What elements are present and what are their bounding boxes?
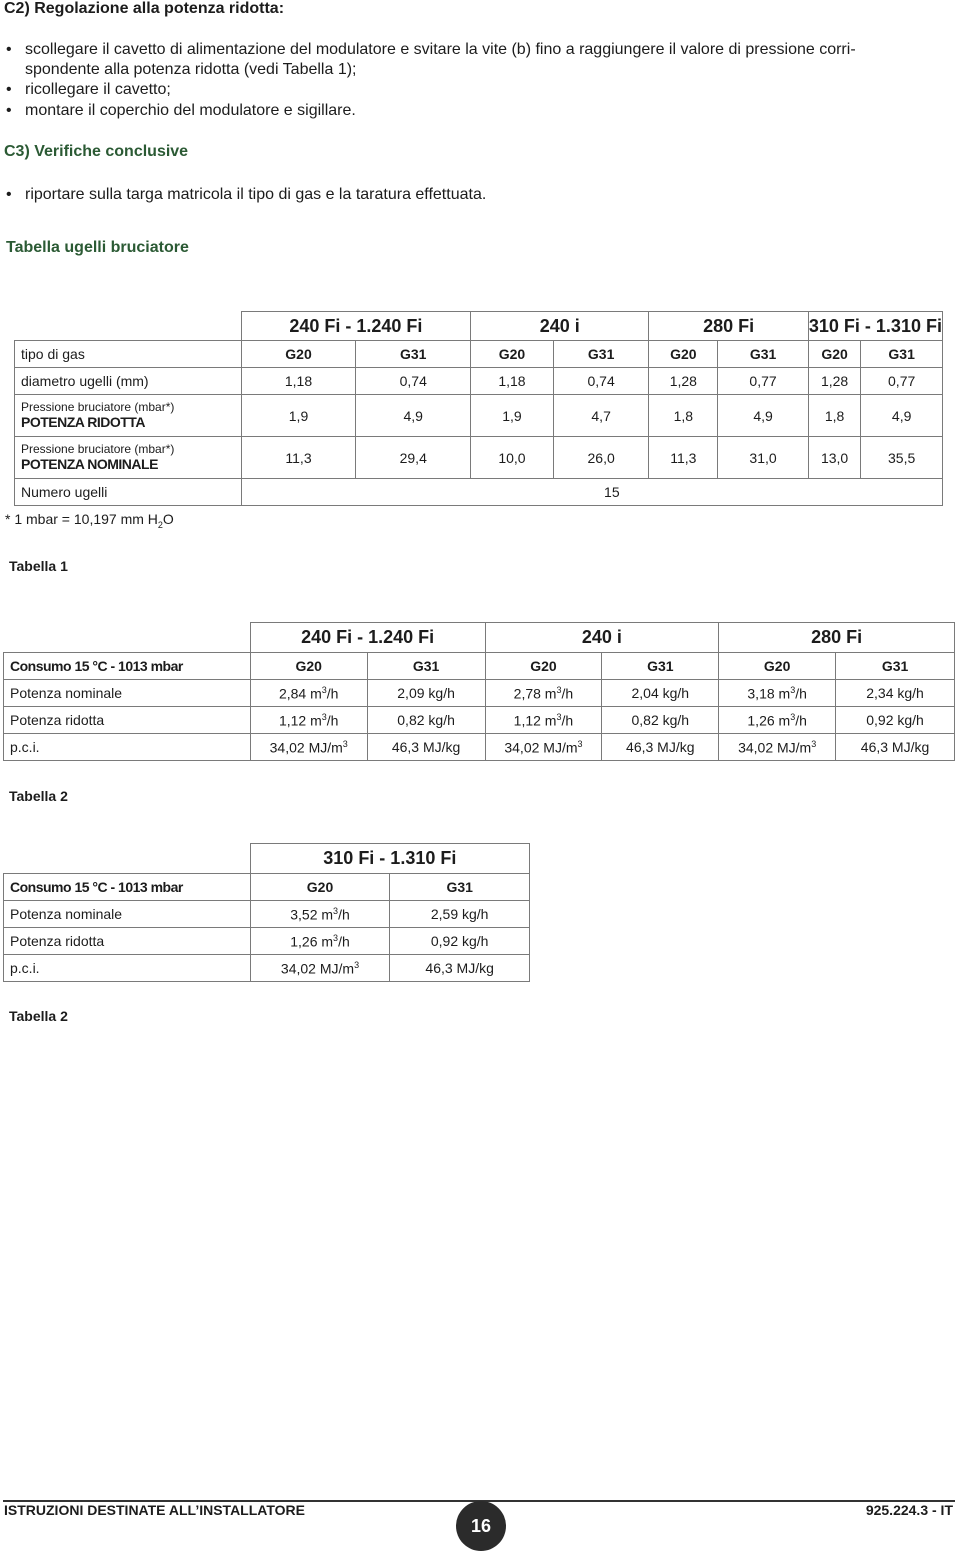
row-label: Potenza ridotta xyxy=(4,707,251,734)
table-row: Potenza nominale 3,52 $m^3/h$ 2,59 kg/h xyxy=(4,901,530,928)
model-header: 240 i xyxy=(485,623,719,653)
model-header: 310 Fi - 1.310 Fi xyxy=(808,312,942,341)
row-label: Numero ugelli xyxy=(15,479,242,506)
model-header: 240 Fi - 1.240 Fi xyxy=(241,312,470,341)
section-c2-title: C2) Regolazione alla potenza ridotta: xyxy=(4,0,285,17)
table-row: Numero ugelli 15 xyxy=(15,479,943,506)
bullet-icon: • xyxy=(6,102,12,119)
bullet-icon: • xyxy=(6,186,12,203)
row-label: p.c.i. xyxy=(4,734,251,761)
model-header: 280 Fi xyxy=(719,623,955,653)
table-row: Pressione bruciatore (mbar*) POTENZA RIDOTTA 1,9 4,9 1,9 4,7 1,8 4,9 1,8 4,9 xyxy=(15,395,943,437)
footer-right: 925.224.3 - IT xyxy=(865,1502,953,1518)
table-row: p.c.i. 34,02 $MJ/m^3$ 46,3 MJ/kg 34,02 $MJ/m^3$ 46,3 MJ/kg 34,02 $MJ/m^3$ 46,3 MJ/kg xyxy=(4,734,955,761)
table-row: p.c.i. 34,02 $MJ/m^3$ 46,3 MJ/kg xyxy=(4,955,530,982)
table2-caption: Tabella 2 xyxy=(9,788,68,804)
consumption-table: 240 Fi - 1.240 Fi 240 i 280 Fi Consumo 15 °C - 1013 mbar G20 G31 G20 G31 G20 G31 Potenza nominale 2,84 $m^3/h$ 2,09 kg/h 2,78 $m^3/h$ 2,04 kg/h 3,18 $m^3/h$ 2,34 kg/h Potenza ridotta 1,12 $m^3/h$ 0,82 kg/h 1,12 $m^3/h$ 0,82 kg/h 1,26 $m^3/h$ 0,92 kg/h p.c.i. 34,02 $MJ/m^3$ 46,3 MJ/kg 34,02 $MJ/m^3$ 46,3 MJ/kg 34,02 $MJ/m^3$ 46,3 MJ/kg xyxy=(3,622,955,761)
row-label: p.c.i. xyxy=(4,955,251,982)
row-label: Consumo 15 °C - 1013 mbar xyxy=(4,874,251,901)
footer-left: ISTRUZIONI DESTINATE ALL’INSTALLATORE xyxy=(4,1502,305,1518)
model-header: 310 Fi - 1.310 Fi xyxy=(250,844,529,874)
row-label: Pressione bruciatore (mbar*) POTENZA RIDOTTA xyxy=(15,395,242,437)
row-label: Potenza nominale xyxy=(4,901,251,928)
burner-nozzle-table: 240 Fi - 1.240 Fi 240 i 280 Fi 310 Fi - 1.310 Fi tipo di gas G20 G31 G20 G31 G20 G31 G20 G31 diametro ugelli (mm) 1,18 0,74 1,18 0,74 1,28 0,77 1,28 0,77 Pressione bruciatore (mbar*) POTENZA RIDOTTA 1,9 4,9 1,9 4,7 1,8 4,9 1,8 4,9 Pressione bruciatore (mbar*) POTENZA NOMINALE 11,3 29,4 10,0 26,0 11,3 31,0 13,0 35,5 Numero ugelli 15 xyxy=(14,311,943,506)
table-row: diametro ugelli (mm) 1,18 0,74 1,18 0,74 1,28 0,77 1,28 0,77 xyxy=(15,368,943,395)
table1-title: Tabella ugelli bruciatore xyxy=(6,239,189,256)
row-label: diametro ugelli (mm) xyxy=(15,368,242,395)
model-header: 240 Fi - 1.240 Fi xyxy=(250,623,485,653)
table-row: Potenza ridotta 1,12 $m^3/h$ 0,82 kg/h 1,12 $m^3/h$ 0,82 kg/h 1,26 $m^3/h$ 0,92 kg/h xyxy=(4,707,955,734)
table-row: Potenza nominale 2,84 $m^3/h$ 2,09 kg/h 2,78 $m^3/h$ 2,04 kg/h 3,18 $m^3/h$ 2,34 kg/h xyxy=(4,680,955,707)
model-header: 280 Fi xyxy=(649,312,808,341)
table-row: Pressione bruciatore (mbar*) POTENZA NOMINALE 11,3 29,4 10,0 26,0 11,3 31,0 13,0 35,5 xyxy=(15,437,943,479)
row-label: Potenza nominale xyxy=(4,680,251,707)
table1-caption: Tabella 1 xyxy=(9,558,68,574)
bullet-icon: • xyxy=(6,41,12,58)
consumption-table-310: 310 Fi - 1.310 Fi Consumo 15 °C - 1013 mbar G20 G31 Potenza nominale 3,52 $m^3/h$ 2,59 kg/h Potenza ridotta 1,26 $m^3/h$ 0,92 kg/h p.c.i. 34,02 $MJ/m^3$ 46,3 MJ/kg xyxy=(3,843,530,982)
table-row: Potenza ridotta 1,26 $m^3/h$ 0,92 kg/h xyxy=(4,928,530,955)
row-label: tipo di gas xyxy=(15,341,242,368)
model-header: 240 i xyxy=(471,312,649,341)
page-number-badge: 16 xyxy=(456,1501,506,1551)
row-label: Pressione bruciatore (mbar*) POTENZA NOMINALE xyxy=(15,437,242,479)
row-label: Consumo 15 °C - 1013 mbar xyxy=(4,653,251,680)
row-label: Potenza ridotta xyxy=(4,928,251,955)
section-c3-title: C3) Verifiche conclusive xyxy=(4,143,189,160)
footnote: * 1 mbar = 10,197 mm $H_2O$ xyxy=(5,511,174,530)
bullet-icon: • xyxy=(6,81,12,98)
table3-caption: Tabella 2 xyxy=(9,1008,68,1024)
